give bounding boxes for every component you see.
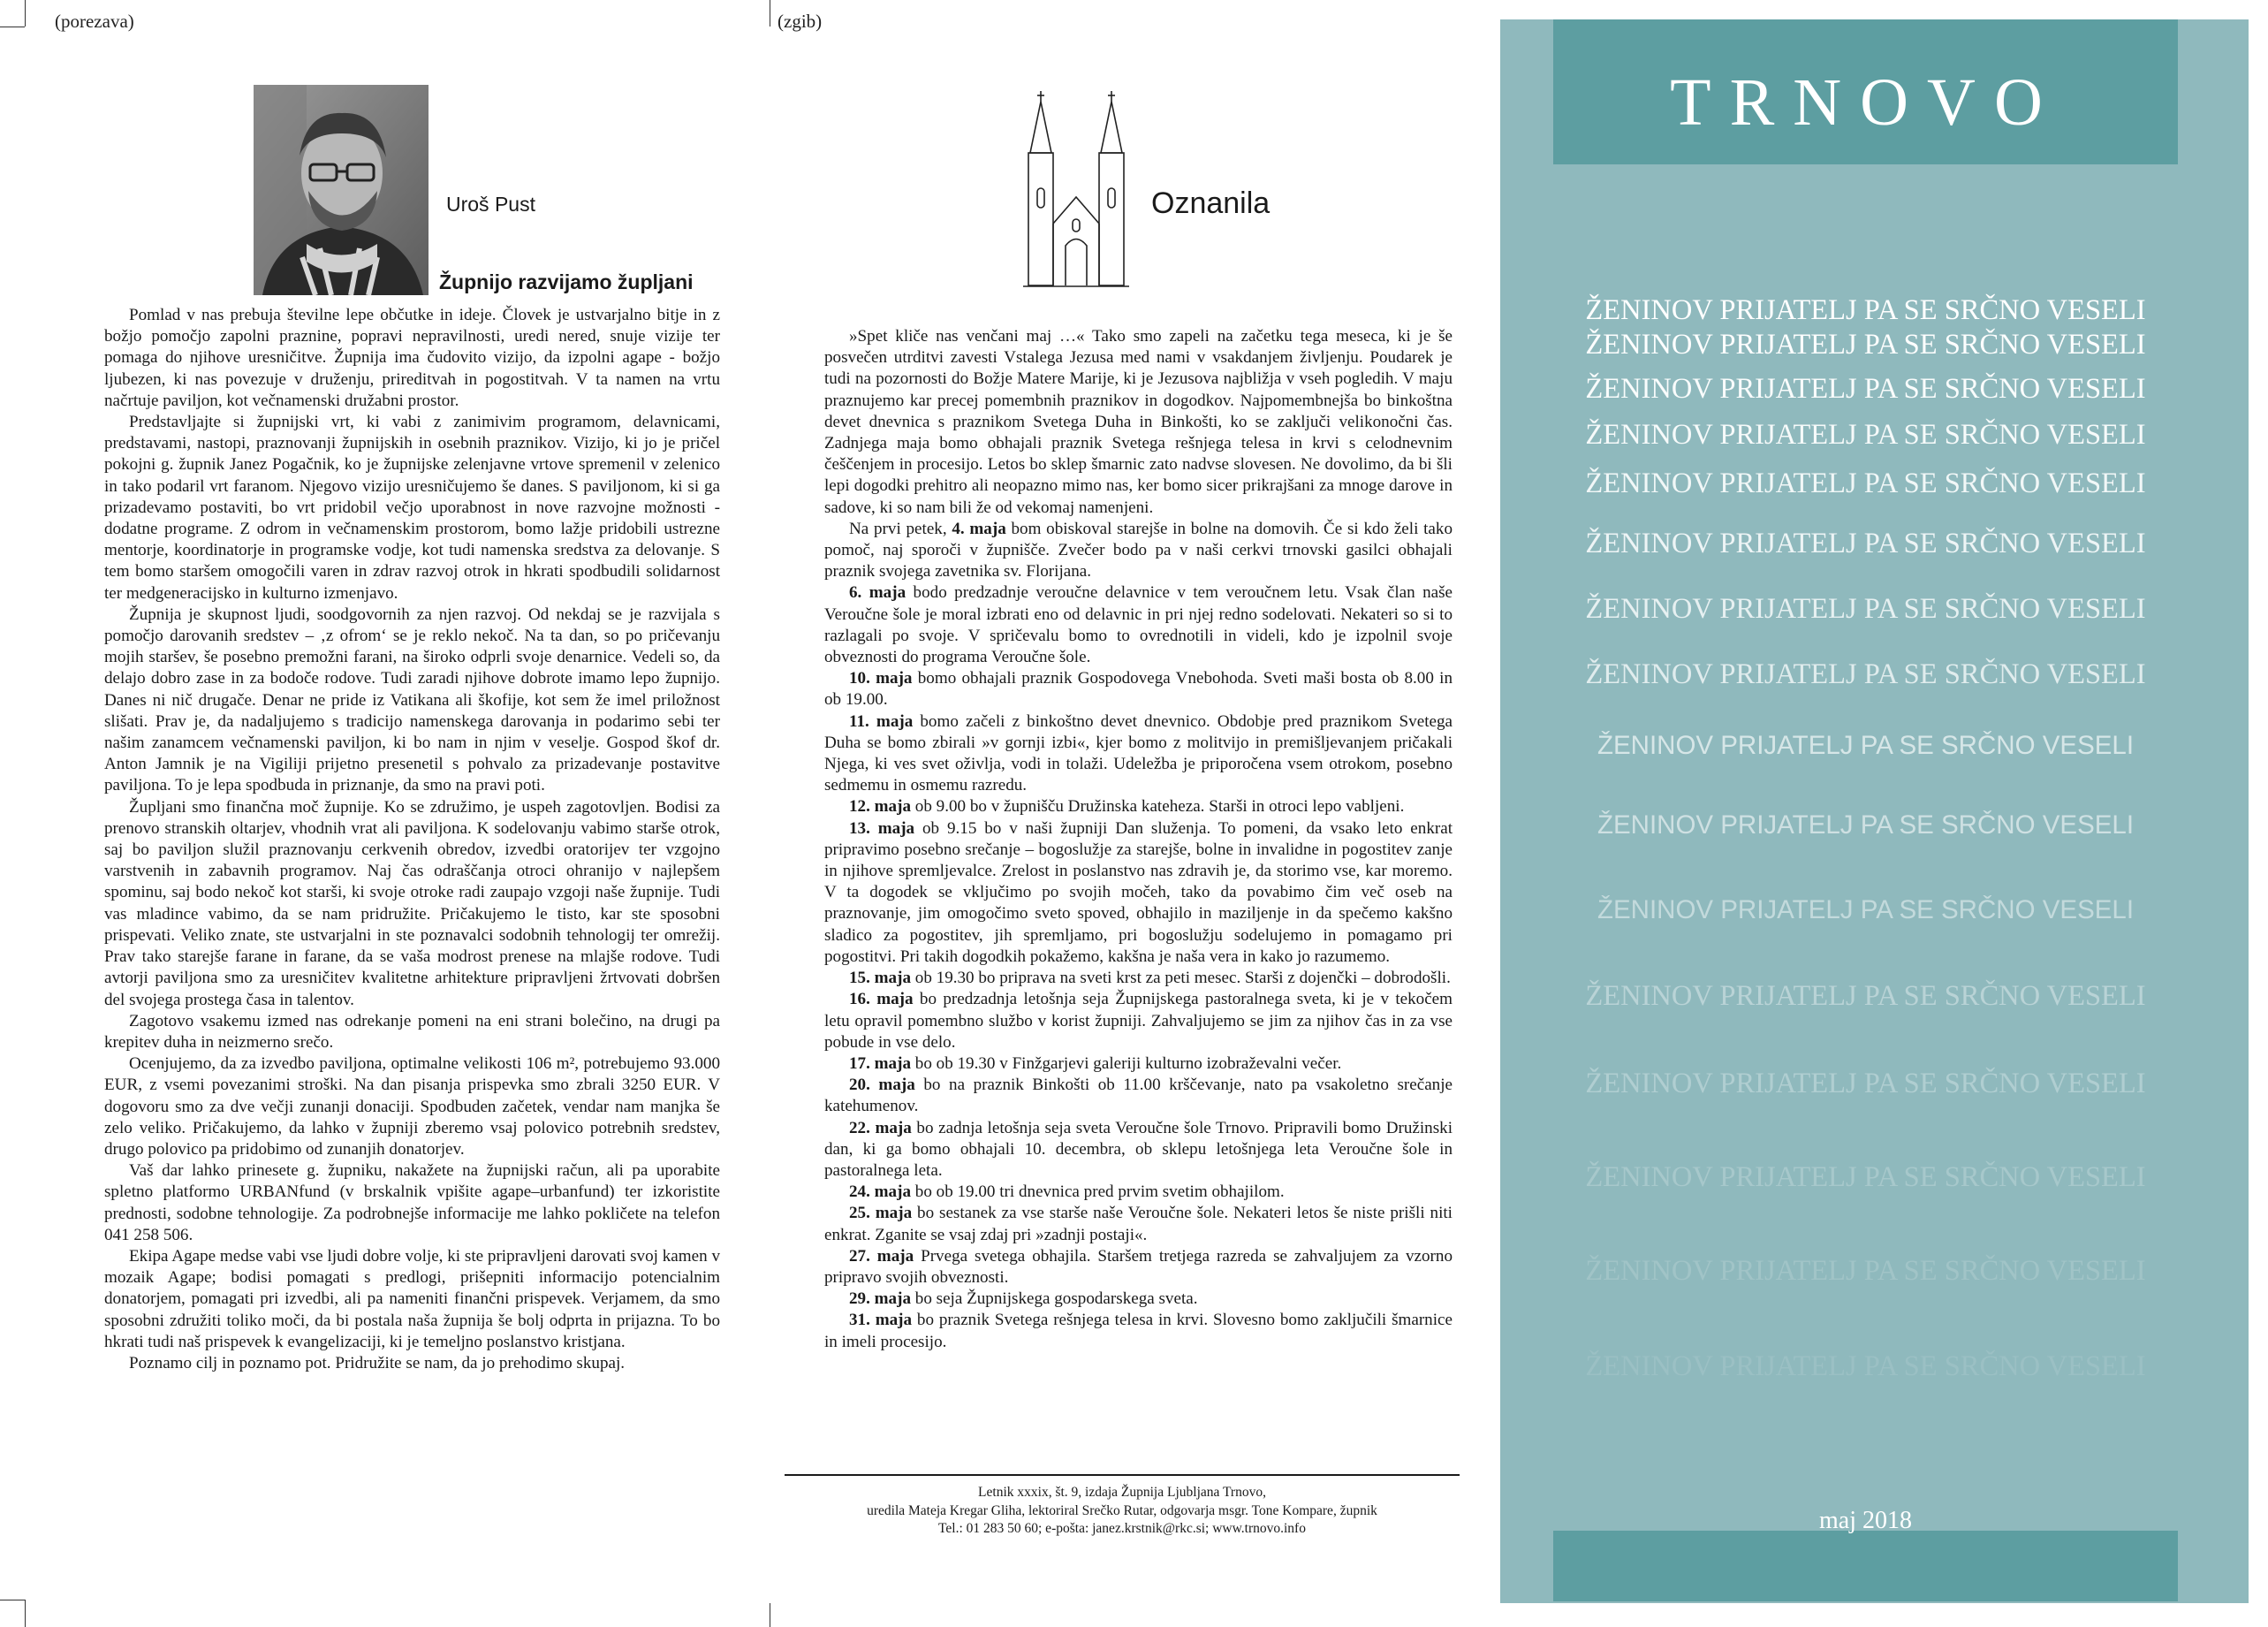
item-date: 22. maja xyxy=(849,1118,912,1137)
cover-phrase: ŽENINOV PRIJATELJ PA SE SRČNO VESELI xyxy=(1585,329,2146,361)
paragraph: Zagotovo vsakemu izmed nas odrekanje pomeni na eni strani bolečino, na drugi pa krepitev duha in neizmerno srečo. xyxy=(104,1011,720,1052)
item-date: 12. maja xyxy=(849,797,911,817)
paragraph: Župljani smo finančna moč župnije. Ko se združimo, je uspeh zagotovljen. Bodisi za prenovo stranskih oltarjev, vhodnih vrat ali paviljona. K sodelovanju vabimo starše otrok, saj bo paviljon služil praznovanju cerkvenih obredov, izvedbi oratorijev ter vzgojno varstvenih in zabavnih programov. Naj čas odraščanja otroci ohranijo v najlepšem spominu, saj bodo nekoč kot starši, ki svoje otroke radi zaupajo vzgoji naše župnije. Tudi vas mladince vabimo, da se nam pridružite. Pričakujemo le tisto, kar ste sposobni prispevati. Veliko znate, ste ustvarjalni in ste poznavalci sodobnih tehnologij ter omrežij. Prav tako starejše farane in farane, da se vaša modrost prenese na mlajše rodove. Tudi avtorji paviljona smo za uresničitev kvalitetne arhitekture pripravljeni žrtvovati dobršen del svojega prostega časa in talentov. xyxy=(104,797,720,1009)
item-text: bo na praznik Binkošti ob 11.00 krščevanje, nato pa vsakoletno srečanje katehumenov. xyxy=(824,1076,1453,1116)
cover-title: TRNOVO xyxy=(1670,65,2061,140)
item-date: 10. maja xyxy=(849,669,913,688)
item-date: 20. maja xyxy=(849,1076,915,1095)
article-body xyxy=(104,305,720,1374)
imprint xyxy=(785,1484,1460,1539)
announcements-body xyxy=(824,326,1453,1353)
announcement-item xyxy=(824,1075,1453,1117)
imprint-rule xyxy=(785,1474,1460,1476)
item-date: 27. maja xyxy=(849,1246,914,1266)
announcement-item xyxy=(824,668,1453,711)
item-date: 31. maja xyxy=(849,1311,913,1330)
paragraph: Župnija je skupnost ljudi, soodgovornih za njen razvoj. Od nekdaj se je razvijala s pomočjo darovanih sredstev – ‚z ofrom‘ se je reklo nekoč. Na ta dan, so po pričevanju mojih staršev, še posebno premožni farani, na široko odprli svoje denarnice. Vedeli so, da delajo dobro zase in za bodoče rodove. Tudi zaradi njihove dobrote imamo lepo župnijo. Danes ni nič drugače. Denar ne pride iz Vatikana ali škofije, kot sem že imel priložnost slišati. Prav je, da nadaljujemo s tradicijo namenskega darovanja in podarimo sebi ter našim zanamcem večnamenski paviljon, ki bo nam in njim v veselje. Gospod škof dr. Anton Jamnik je na Vigiliji prijetno presenetil s pohvalo za prizadevanje postavitve paviljona. To je lepa spodbuda in priznanje, da smo na pravi poti. xyxy=(104,604,720,795)
item-text: bo predzadnja letošnja seja Župnijskega pastoralnega sveta, ki je v tekočem letu opravil pomembno službo v korist župniji. Zahvaljujemo se jim za njihov čas in za vse pobude in vse delo. xyxy=(824,990,1453,1052)
item-text: bomo začeli z binkoštno devet dnevnico. Obdobje pred praznikom Svetega Duha se bomo zbirali »v gornji izbi«, kjer bomo z molitvijo in premišljevanjem pričakali Njega, ki ves svet oživlja, vodi in tolaži. Udeležba je priporočena vsem otrokom, posebno sedmemu in osmemu razredu. xyxy=(824,711,1453,795)
paragraph: Ocenjujemo, da za izvedbo paviljona, optimalne velikosti 106 m², potrebujemo 93.000 EUR, z vsemi povezanimi stroški. Na dan pisanja prispevka smo zbrali 3250 EUR. V dogovoru smo za dve večji zunanji donaciji. Spodbuden začetek, vendar nam manjka še zelo veliko. Pričakujemo, da lahko v župniji zberemo vsaj polovico potrebnih sredstev, drugo polovico pa pridobimo od zunanjih donatorjev. xyxy=(104,1054,720,1159)
cover-footer-band xyxy=(1553,1531,2178,1601)
announcement-item xyxy=(824,1310,1453,1352)
item-text: bo seja Župnijskega gospodarskega sveta. xyxy=(911,1289,1198,1309)
item-text: bo ob 19.00 tri dnevnica pred prvim svetim obhajilom. xyxy=(911,1182,1285,1202)
cover-phrase: ŽENINOV PRIJATELJ PA SE SRČNO VESELI xyxy=(1585,419,2146,451)
item-date: 25. maja xyxy=(849,1204,913,1223)
article-title: Župnijo razvijamo župljani xyxy=(439,270,694,293)
announcement-item xyxy=(824,989,1453,1053)
item-date: 24. maja xyxy=(849,1182,911,1202)
cover-phrase: ŽENINOV PRIJATELJ PA SE SRČNO VESELI xyxy=(1585,373,2146,405)
cover-phrase: ŽENINOV PRIJATELJ PA SE SRČNO VESELI xyxy=(1585,1068,2146,1099)
item-text: bo ob 19.30 v Finžgarjevi galeriji kulturno izobraževalni večer. xyxy=(911,1053,1342,1073)
paragraph: Pomlad v nas prebuja številne lepe občutke in ideje. Človek je ustvarjalno bitje in z božjo pomočjo zapolni praznine, popravi nepravilnosti, uredi nered, snuje vizije ter pomaga do njihove uresničitve. Župnija ima čudovito vizijo, da izpolni agape - božjo ljubezen, ki nas povezuje v druženju, prireditvah in pogostitvah. V ta namen na vrtu načrtuje paviljon, kot večnamenski družabni prostor. xyxy=(104,306,720,410)
item-text: bodo predzadnje veroučne delavnice v tem veroučnem letu. Vsak član naše Veroučne šole je moral izbrati eno od delavnic in pri njej redno sodelovati. Nekateri so si to razlagali po svoje. V spričevalu bomo to ovrednotili in videli, kdo je izpolnil svoje obveznosti do programa Veroučne šole. xyxy=(824,583,1453,667)
item-date: 17. maja xyxy=(849,1053,911,1073)
imprint-line: uredila Mateja Kregar Gliha, lektoriral Srečko Rutar, odgovarja msgr. Tone Kompare, župnik xyxy=(867,1502,1377,1518)
crop-mark xyxy=(25,1600,26,1627)
announcement-item xyxy=(824,1203,1453,1245)
cover-phrase: ŽENINOV PRIJATELJ PA SE SRČNO VESELI xyxy=(1585,658,2146,690)
item-date: 11. maja xyxy=(849,711,914,731)
announcement-item xyxy=(824,582,1453,668)
author-photo xyxy=(254,85,429,295)
item-text: ob 9.00 bo v župnišču Družinska kateheza. Starši in otroci lepo vabljeni. xyxy=(911,797,1405,817)
paragraph: Vaš dar lahko prinesete g. župniku, nakažete na župnijski račun, ali pa uporabite spletno platformo URBANfund (v brskalnik vpišite agape–urbanfund) ter izkoristite prednosti, sodobne tehnologije. Za podrobnejše informacije me lahko pokličete na telefon 041 258 506. xyxy=(104,1161,720,1244)
section-heading: Oznanila xyxy=(1151,186,1271,220)
item-text: ob 9.15 bo v naši župniji Dan služenja. To pomeni, da vsako leto enkrat pripravimo posebno srečanje – bogoslužje za starejše, bolne in invalidne in pogostitev zanje in njihove spremljevalce. Zrelost in poslanstvo nas zdravih je, da storimo vse, kar moremo. V ta dogodek se vključimo po svojih močeh, tako da povabimo čim več oseb na praznovanje, jim omogočimo sveto spoved, obhajilo in maziljenje in da spečemo kakšno sladico za pogostitev, jih spremljamo, pri bogoslužju sodelujemo in pomagamo pri pogostitvi. Pri takih dogodkih pokažemo, kakšna je naša vera in kako jo razumemo. xyxy=(824,818,1453,966)
church-icon xyxy=(1023,91,1129,287)
item-text: bo sestanek za vse starše naše Veroučne šole. Nekateri letos še niste prišli niti enkrat. Zganite se vsaj zdaj pri »zadnji postaji«. xyxy=(824,1204,1453,1244)
paragraph: »Spet kliče nas venčani maj …« Tako smo zapeli na začetku tega meseca, ki je še posvečen utrditvi zavesti Vstalega Jezusa med nami v vsakdanjem življenju. Poudarek je tudi na pozornosti do Božje Matere Marije, ki je Jezusova najbližja v vseh pogledih. V maju praznujemo kar precej pomembnih praznikov in dogodkov. Najpomembnejša bo binkoštna devet dnevnica s praznikom Svetega Duha in Binkošti, ko se zaključi velikonočni čas. Zadnjega maja bomo obhajali praznik Svetega rešnjega telesa in krvi s celodnevnim češčenjem in procesijo. Letos bo sklep šmarnic zato nadvse slovesen. Ne dovolimo, da bi šli lepi dogodki prehitro ali neopazno mimo nas, ker bomo sicer prikrajšani za mnoge darove in sadove, ki so nam bili že od vekomaj namenjeni. xyxy=(824,327,1453,517)
cover-phrase: ŽENINOV PRIJATELJ PA SE SRČNO VESELI xyxy=(1597,895,2135,924)
announcement-item xyxy=(824,796,1453,817)
cover-phrase: ŽENINOV PRIJATELJ PA SE SRČNO VESELI xyxy=(1585,593,2146,625)
item-text: Prvega svetega obhajila. Staršem tretjega razreda se zahvaljujem za vzorno pripravo svojih obveznosti. xyxy=(824,1246,1453,1287)
announcement-item xyxy=(824,818,1453,968)
cover-phrase: ŽENINOV PRIJATELJ PA SE SRČNO VESELI xyxy=(1585,1350,2146,1382)
cover-phrase: ŽENINOV PRIJATELJ PA SE SRČNO VESELI xyxy=(1585,980,2146,1012)
paragraph: Poznamo cilj in poznamo pot. Pridružite se nam, da jo prehodimo skupaj. xyxy=(129,1353,626,1372)
cover-phrase: ŽENINOV PRIJATELJ PA SE SRČNO VESELI xyxy=(1585,528,2146,559)
item-text: bo zadnja letošnja seja sveta Veroučne šole Trnovo. Pripravili bomo Družinski dan, ki ga bomo obhajali 10. decembra, ob sklepu letošnjega leta Veroučne šole in pastoralnega leta. xyxy=(824,1118,1453,1180)
paragraph xyxy=(824,519,1453,583)
paragraph: Predstavljajte si župnijski vrt, ki vabi z zanimivim programom, delavnicami, predstavami, nastopi, praznovanji župnijskih in osebnih praznikov. Vizijo, ki jo je pričel pokojni g. župnik Janez Pogačnik, ko je župnijske zelenjavne vrtove spremenil v zelenico in tako podaril vrt faranom. Njegovo vizijo uresničujemo še danes. S paviljonom, ki si ga prizadevamo postaviti, bo vrt pridobil večjo uporabnost in nove razvojne možnosti - dodatne programe. Z odrom in večnamenskim prostorom, bomo lažje pridobili ustrezne mentorje, koordinatorje in programske vodje, kot tudi namenska sredstva za delovanje. S tem bomo staršem omogočili varen in zdrav razvoj otrok in hkrati spodbudili solidarnost ter medgeneracijsko in kulturno izmenjavo. xyxy=(104,413,720,603)
announcement-item xyxy=(824,1053,1453,1075)
cover-phrase: ŽENINOV PRIJATELJ PA SE SRČNO VESELI xyxy=(1597,731,2135,760)
author-name: Uroš Pust xyxy=(446,193,535,216)
announcement-item xyxy=(824,711,1453,797)
cover-phrase: ŽENINOV PRIJATELJ PA SE SRČNO VESELI xyxy=(1585,468,2146,499)
item-text: ob 19.30 bo priprava na sveti krst za peti mesec. Starši z dojenčki – dobrodošli. xyxy=(911,969,1451,988)
item-date: 15. maja xyxy=(849,969,911,988)
text: bom obiskoval starejše in bolne na domovih. Če si kdo želi tako pomoč, naj sporoči v župnišče. Zvečer bodo pa v naši cerkvi trnovski gasilci obhajali praznik svojega zavetnika sv. Florijana. xyxy=(824,519,1453,582)
fold-label: (zgib) xyxy=(777,11,823,32)
announcement-item xyxy=(824,1182,1453,1203)
paragraph: Ekipa Agape medse vabi vse ljudi dobre volje, ki ste pripravljeni darovati svoj kamen v mozaik Agape; bodisi pomagati s predlogi, prišepniti informacijo potencialnim donatorjem, pomagati pri izvedbi, ali pa nameniti finančni prispevek. Verjamem, da smo sposobni združiti toliko moči, da bi postala naša župnija še bolj odprta in prijazna. To bo hkrati tudi naš prispevek k evangelizaciji, ki je temeljno poslanstvo kristjana. xyxy=(104,1246,720,1351)
crop-mark xyxy=(25,0,26,27)
text: Na prvi petek, xyxy=(849,519,952,538)
announcement-item xyxy=(824,1289,1453,1310)
item-date: 16. maja xyxy=(849,990,914,1009)
imprint-line: Letnik xxxix, št. 9, izdaja Župnija Ljubljana Trnovo, xyxy=(978,1485,1266,1500)
cover-phrase: ŽENINOV PRIJATELJ PA SE SRČNO VESELI xyxy=(1585,1255,2146,1287)
item-date: 6. maja xyxy=(849,583,906,603)
item-text: bo praznik Svetega rešnjega telesa in krvi. Slovesno bomo zaključili šmarnice in imeli procesijo. xyxy=(824,1311,1453,1351)
item-text: bomo obhajali praznik Gospodovega Vnebohoda. Sveti maši bosta ob 8.00 in ob 19.00. xyxy=(824,669,1453,710)
cover-phrase: ŽENINOV PRIJATELJ PA SE SRČNO VESELI xyxy=(1585,1161,2146,1193)
imprint-line: Tel.: 01 283 50 60; e-pošta: janez.krstnik@rkc.si; www.trnovo.info xyxy=(938,1521,1306,1536)
item-date: 13. maja xyxy=(849,818,915,838)
cover-phrase: ŽENINOV PRIJATELJ PA SE SRČNO VESELI xyxy=(1585,294,2146,326)
cover-phrase: ŽENINOV PRIJATELJ PA SE SRČNO VESELI xyxy=(1597,810,2135,840)
cover-date: maj 2018 xyxy=(1819,1507,1912,1534)
announcement-item xyxy=(824,1246,1453,1289)
item-date: 29. maja xyxy=(849,1289,911,1309)
announcement-item xyxy=(824,1118,1453,1182)
announcement-item xyxy=(824,968,1453,989)
crop-label: (porezava) xyxy=(55,11,134,32)
date-bold: 4. maja xyxy=(952,519,1006,538)
